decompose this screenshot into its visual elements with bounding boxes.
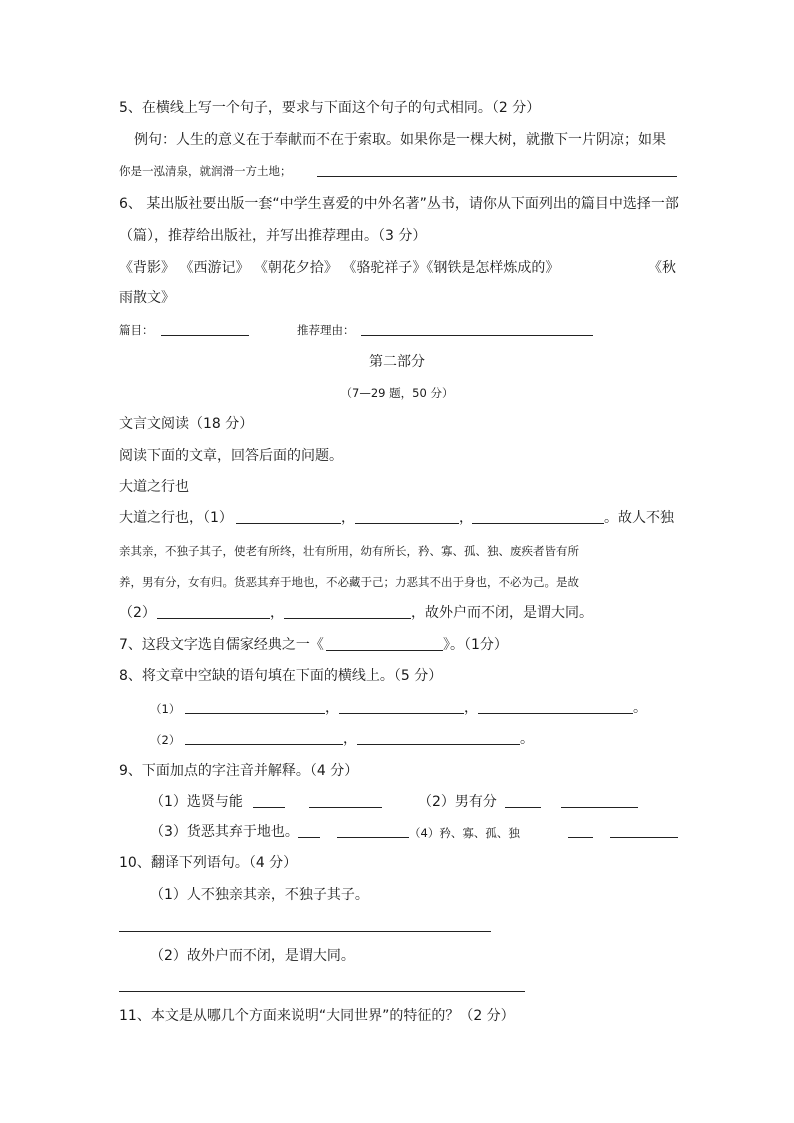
question-8-item-2: （2） <box>150 733 181 747</box>
question-9-item-4: （4）矜、寡、孤、独 <box>409 826 520 840</box>
question-5-example-line-1: 例句：人生的意义在于奉献而不在于索取。如果你是一棵大树，就撒下一片阴凉；如果 <box>134 132 666 148</box>
passage-line-4-end: ，故外户而不闭，是谓大同。 <box>411 605 593 621</box>
part-2-title: 第二部分 <box>369 354 425 370</box>
passage-comma-3: ， <box>270 605 284 621</box>
question-9-item-2: （2）男有分 <box>418 794 497 810</box>
passage-comma-1: ， <box>341 510 355 526</box>
question-7-answer-line[interactable] <box>326 650 443 651</box>
question-11-prompt: 11、本文是从哪几个方面来说明“大同世界”的特征的？（2 分） <box>119 1008 515 1024</box>
passage-blank-1a[interactable] <box>236 523 341 524</box>
question-10-item-2: （2）故外户而不闭，是谓大同。 <box>150 948 355 964</box>
question-10-prompt: 10、翻译下列语句。（4 分） <box>119 855 298 871</box>
question-7-prompt-end: 》。（1分） <box>443 637 508 653</box>
question-8-blank-2a[interactable] <box>185 744 343 745</box>
question-10-item-1-answer-line[interactable] <box>119 931 491 932</box>
question-6-prompt-line-1: 6、 某出版社要出版一套“中学生喜爱的中外名著”丛书，请你从下面列出的篇目中选择一部 <box>119 196 679 212</box>
passage-line-1-end: 。故人不独 <box>604 510 674 526</box>
passage-blank-1c[interactable] <box>472 523 604 524</box>
question-6-works-list-line-2: 雨散文》 <box>119 290 175 306</box>
question-9-item-4-pinyin[interactable] <box>568 837 593 838</box>
question-6-reason-answer-line[interactable] <box>361 335 593 336</box>
question-8-comma-3: ， <box>343 731 357 747</box>
question-8-period-2: 。 <box>520 731 534 747</box>
question-9-prompt: 9、下面加点的字注音并解释。（4 分） <box>119 763 359 779</box>
question-8-blank-1a[interactable] <box>185 713 325 714</box>
question-9-item-1: （1）选贤与能 <box>150 794 243 810</box>
reading-instruction: 阅读下面的文章，回答后面的问题。 <box>119 448 343 464</box>
passage-line-4-start: （2） <box>119 605 156 621</box>
passage-line-1-start: 大道之行也，（1） <box>119 510 233 526</box>
question-9-item-3-pinyin[interactable] <box>298 837 320 838</box>
passage-blank-2a[interactable] <box>157 618 270 619</box>
question-8-blank-1b[interactable] <box>339 713 464 714</box>
question-6-works-list-end: 《秋 <box>648 260 676 276</box>
classical-reading-heading: 文言文阅读（18 分） <box>119 416 254 432</box>
question-9-item-1-pinyin[interactable] <box>253 807 285 808</box>
question-6-title-label: 篇目： <box>119 323 154 337</box>
question-9-item-3-meaning[interactable] <box>337 837 409 838</box>
question-9-item-2-pinyin[interactable] <box>505 807 541 808</box>
question-8-item-1: （1） <box>150 702 181 716</box>
question-8-comma-1: ， <box>325 700 339 716</box>
question-10-item-1: （1）人不独亲其亲，不独子其子。 <box>150 887 369 903</box>
question-10-item-2-answer-line[interactable] <box>119 991 525 992</box>
passage-line-3: 养，男有分，女有归。货恶其弃于地也，不必藏于己；力恶其不出于身也，不必为己。是故 <box>119 575 579 589</box>
question-9-item-2-meaning[interactable] <box>561 807 638 808</box>
question-9-item-3: （3）货恶其弃于地也。 <box>150 824 299 840</box>
question-8-blank-2b[interactable] <box>357 744 520 745</box>
passage-blank-2b[interactable] <box>284 618 411 619</box>
question-6-prompt-line-2: （篇），推荐给出版社，并写出推荐理由。（3 分） <box>119 228 427 244</box>
passage-blank-1b[interactable] <box>355 523 459 524</box>
passage-title: 大道之行也 <box>119 479 189 495</box>
question-8-blank-1c[interactable] <box>478 713 633 714</box>
question-5-example-line-2: 你是一泓清泉，就润滑一方土地； <box>119 164 292 178</box>
question-8-period-1: 。 <box>633 700 647 716</box>
question-9-item-1-meaning[interactable] <box>309 807 382 808</box>
question-8-comma-2: ， <box>464 700 478 716</box>
question-9-item-4-meaning[interactable] <box>610 837 678 838</box>
passage-line-2: 亲其亲，不独子其子，使老有所终，壮有所用，幼有所长，矜、寡、孤、独、废疾者皆有所 <box>119 544 579 558</box>
question-6-works-list: 《背影》 《西游记》 《朝花夕拾》 《骆驼祥子》《钢铁是怎样炼成的》 <box>119 260 560 276</box>
question-6-title-answer-line[interactable] <box>161 335 249 336</box>
question-5-prompt: 5、在横线上写一个句子，要求与下面这个句子的句式相同。（2 分） <box>119 100 541 116</box>
question-7-prompt-start: 7、这段文字选自儒家经典之一《 <box>119 637 324 653</box>
question-8-prompt: 8、将文章中空缺的语句填在下面的横线上。（5 分） <box>119 668 443 684</box>
question-6-reason-label: 推荐理由： <box>297 323 355 337</box>
question-5-answer-line[interactable] <box>317 176 677 177</box>
part-2-range: （7—29 题，50 分） <box>340 386 454 400</box>
passage-comma-2: ， <box>459 510 473 526</box>
